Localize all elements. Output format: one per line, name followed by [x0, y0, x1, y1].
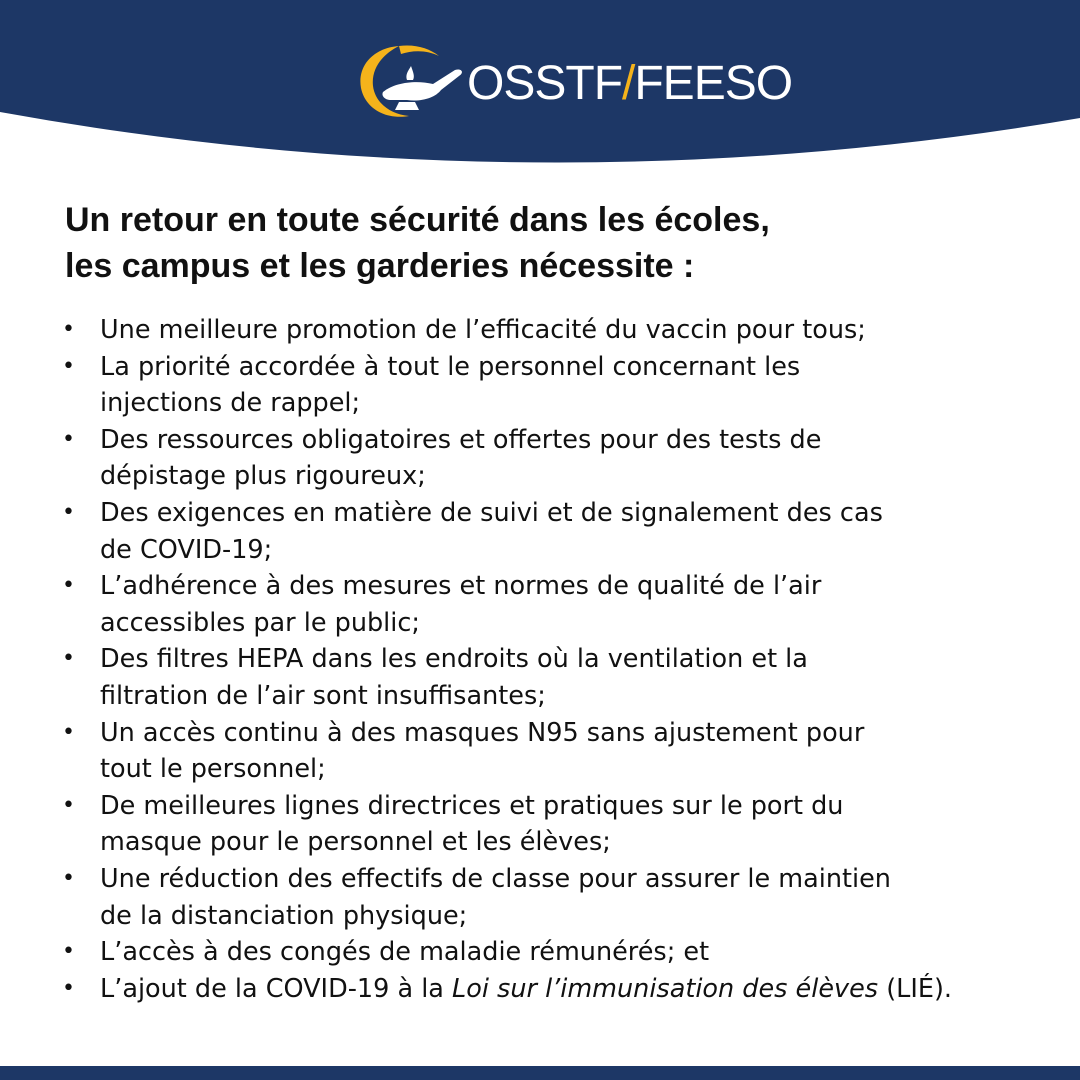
list-item-text: tout le personnel;: [100, 754, 326, 785]
list-item-text: Une meilleure promotion de l’efficacité du vaccin pour tous;: [100, 315, 866, 345]
list-item: [62, 715, 1052, 788]
logo-left-text: OSSTF: [467, 57, 623, 110]
headline-line-2: les campus et les garderies nécessite :: [65, 247, 695, 285]
bullet-icon: •: [62, 646, 75, 672]
list-item: [62, 971, 1052, 1008]
list-item: [62, 788, 1052, 861]
list-item-text: de la distanciation physique;: [100, 900, 468, 931]
list-item-text: De meilleures lignes directrices et pratiques sur le port du: [100, 790, 844, 821]
list-item-text: L’adhérence à des mesures et normes de qualité de l’air: [100, 571, 822, 602]
bullet-icon: •: [62, 719, 75, 745]
bullet-icon: •: [62, 353, 75, 379]
list-item-text: La priorité accordée à tout le personnel concernant les: [100, 351, 801, 382]
headline: [65, 197, 1025, 289]
list-item-text: filtration de l’air sont insuffisantes;: [100, 680, 546, 711]
headline-line-1: Un retour en toute sécurité dans les écoles,: [65, 201, 770, 239]
list-item: [62, 422, 1052, 495]
bullet-icon: •: [62, 426, 75, 452]
logo-right-text: FEESO: [634, 57, 793, 110]
list-item-text: [100, 971, 1052, 1008]
list-item: [62, 934, 1052, 971]
bullet-icon: •: [62, 792, 75, 818]
list-item: [62, 568, 1052, 641]
bullet-icon: •: [62, 865, 75, 891]
list-item-text: Des exigences en matière de suivi et de signalement des cas: [100, 497, 883, 528]
last-item-law-title: Loi sur l’immunisation des élèves: [452, 973, 879, 1004]
list-item-text: dépistage plus rigoureux;: [100, 461, 426, 492]
list-item: [62, 861, 1052, 934]
osstf-feeso-logo: [355, 40, 793, 122]
list-item-text: Un accès continu à des masques N95 sans ajustement pour: [100, 717, 865, 748]
list-item-text: Des filtres HEPA dans les endroits où la ventilation et la: [100, 644, 808, 675]
list-item-text: Des ressources obligatoires et offertes pour des tests de: [100, 424, 822, 455]
logo-wordmark: [467, 57, 793, 110]
list-item-text: Une réduction des effectifs de classe pour assurer le maintien: [100, 863, 891, 894]
list-item: [62, 312, 1052, 349]
list-item: [62, 349, 1052, 422]
bullet-icon: •: [62, 317, 75, 342]
lamp-logo-icon: [355, 40, 475, 122]
footer-bar: [0, 1066, 1080, 1080]
list-item: [62, 495, 1052, 568]
list-item-text: de COVID-19;: [100, 534, 273, 565]
list-item: [62, 641, 1052, 714]
last-item-suffix: (LIÉ).: [878, 973, 953, 1004]
bullet-icon: •: [62, 975, 75, 1001]
last-item-prefix: L’ajout de la COVID-19 à la: [100, 973, 453, 1004]
logo-slash: /: [622, 57, 635, 110]
bullet-icon: •: [62, 499, 75, 525]
list-item-text: L’accès à des congés de maladie rémunérés; et: [100, 937, 710, 968]
list-item-text: masque pour le personnel et les élèves;: [100, 827, 611, 858]
bullet-icon: •: [62, 573, 75, 599]
requirements-list: [62, 312, 1052, 1007]
list-item-text: injections de rappel;: [100, 388, 361, 419]
bullet-icon: •: [62, 939, 75, 965]
list-item-text: accessibles par le public;: [100, 607, 420, 638]
